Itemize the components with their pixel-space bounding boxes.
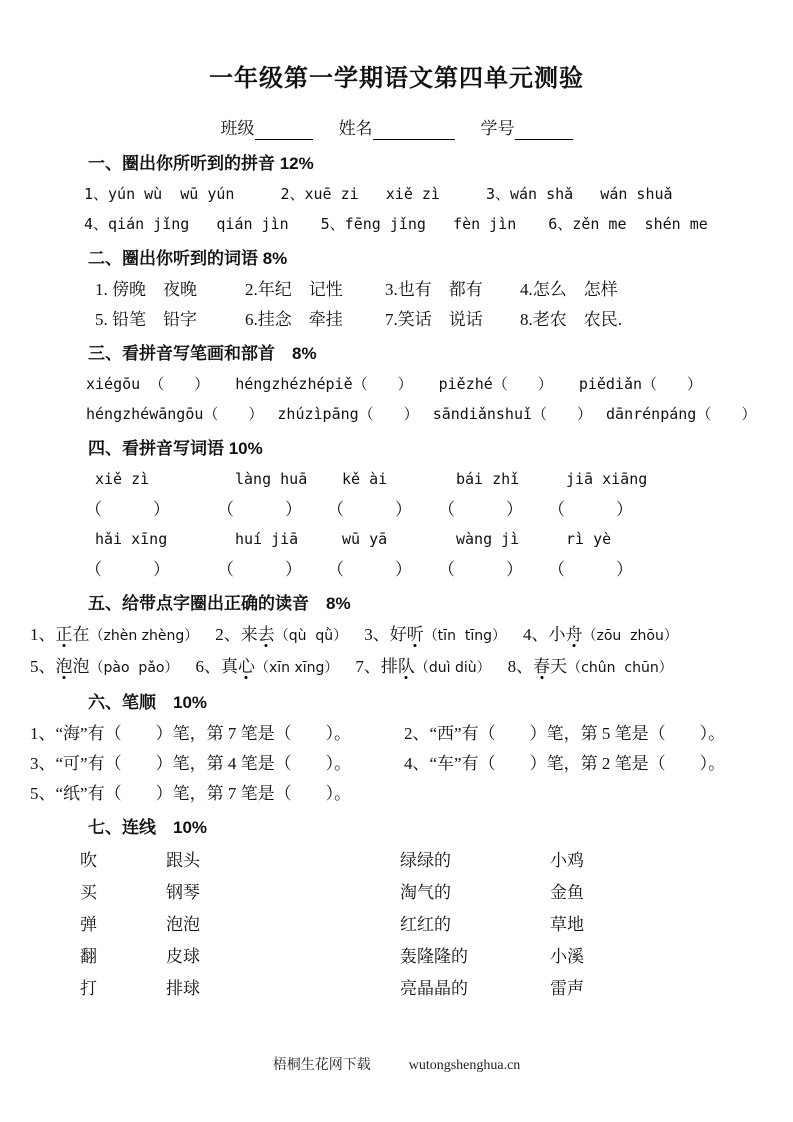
word-pair-item: 6.挂念 牵挂	[245, 310, 343, 329]
pinyin-item: 1、yún wù wū yún	[84, 185, 235, 203]
pinyin-word: hǎi xīng	[95, 530, 168, 548]
section-3-line-2	[86, 404, 793, 425]
section-4-heading: 四、看拼音写词语 10%	[88, 439, 263, 458]
name-label: 姓名	[338, 119, 373, 138]
dotted-char: 春	[533, 657, 551, 676]
pinyin-word: wū yā	[342, 530, 388, 548]
match-word: 泡泡	[166, 915, 200, 934]
stroke-pinyin-item: sāndiǎnshuǐ（ ）	[432, 405, 593, 423]
stroke-pinyin-item: héngzhéwāngōu（ ）	[86, 405, 264, 423]
stroke-count-item: 2、“西”有（ ）笔，第 5 笔是（ ）。	[404, 724, 726, 743]
section-3-heading: 三、看拼音写笔画和部首 8%	[88, 344, 317, 363]
match-word: 打	[80, 979, 97, 998]
id-label: 学号	[480, 119, 515, 138]
answer-parens: （ ）	[438, 500, 523, 519]
match-word: 亮晶晶的	[400, 979, 468, 998]
item-number: 1、	[30, 625, 56, 644]
word-pair-item: 2.年纪 记性	[245, 280, 343, 299]
match-word: 买	[80, 883, 97, 902]
reading-choice-item	[508, 656, 673, 679]
pinyin-item: 3、wán shǎ wán shuǎ	[485, 185, 673, 203]
stroke-pinyin-item: zhúzìpāng（ ）	[277, 405, 419, 423]
match-word: 淘气的	[400, 883, 451, 902]
item-number: 7、	[355, 657, 381, 676]
stroke-pinyin-item: héngzhézhépiě（ ）	[235, 375, 413, 393]
answer-parens: （ ）	[217, 560, 302, 579]
pinyin-word: wàng jì	[456, 530, 520, 548]
footer	[0, 1054, 793, 1074]
reading-choice-item	[30, 624, 198, 647]
item-number: 2、	[215, 625, 241, 644]
char: 小	[548, 625, 566, 644]
match-word: 小鸡	[550, 851, 584, 870]
stroke-count-item: 5、“纸”有（ ）笔，第 7 笔是（ ）。	[30, 784, 352, 803]
pinyin-word: jiā xiāng	[566, 470, 648, 488]
match-word: 翻	[80, 947, 97, 966]
dotted-char: 队	[397, 657, 415, 676]
reading-choice-item	[215, 624, 347, 647]
section-5-heading: 五、给带点字圈出正确的读音 8%	[88, 594, 351, 613]
match-word: 红红的	[400, 915, 451, 934]
char: 好	[389, 625, 407, 644]
dotted-char: 正	[55, 625, 73, 644]
word-pair-item: 8.老农 农民.	[520, 310, 622, 329]
item-number: 5、	[30, 657, 56, 676]
pinyin-word: huí jiā	[235, 530, 299, 548]
match-word: 跟头	[166, 851, 200, 870]
word-pair-item: 7.笑话 说话	[385, 310, 483, 329]
section-5-line-2	[30, 656, 793, 679]
pinyin-word: làng huā	[235, 470, 308, 488]
name-blank	[373, 122, 455, 140]
dotted-char: 心	[237, 657, 255, 676]
pinyin-item: 5、fēng jǐng fèn jìn	[320, 215, 517, 233]
stroke-count-item: 4、“车”有（ ）笔，第 2 笔是（ ）。	[404, 754, 726, 773]
item-number: 3、	[364, 625, 390, 644]
match-word: 绿绿的	[400, 851, 451, 870]
section-1-heading: 一、圈出你所听到的拼音 12%	[88, 154, 314, 173]
answer-parens: （ ）	[85, 500, 170, 519]
answer-parens: （ ）	[217, 500, 302, 519]
section-7-heading: 七、连线 10%	[88, 818, 208, 837]
pinyin-options: （qù qǜ）	[274, 628, 348, 644]
stroke-pinyin-item: piězhé（ ）	[438, 375, 553, 393]
pinyin-options: （chûn chūn）	[567, 660, 673, 676]
answer-parens: （ ）	[85, 560, 170, 579]
item-number: 4、	[522, 625, 549, 644]
reading-choice-item	[355, 656, 490, 679]
stroke-count-item: 1、“海”有（ ）笔，第 7 笔是（ ）。	[30, 724, 352, 743]
stroke-pinyin-item: dānrénpáng（ ）	[606, 405, 757, 423]
match-word: 草地	[550, 915, 584, 934]
answer-parens: （ ）	[548, 560, 633, 579]
section-4-pinyin-row-1	[95, 469, 793, 490]
char: 来	[240, 625, 258, 644]
section-4-pinyin-row-2	[95, 529, 793, 550]
match-word: 排球	[166, 979, 200, 998]
class-label: 班级	[220, 119, 255, 138]
match-word: 吹	[80, 851, 97, 870]
section-1-line-2	[84, 214, 793, 235]
section-4-answer-row-2	[85, 559, 793, 580]
section-2-line-2	[95, 309, 793, 330]
reading-choice-item	[364, 624, 506, 647]
matching-row	[80, 882, 793, 903]
dotted-char: 听	[406, 625, 424, 644]
answer-parens: （ ）	[327, 560, 412, 579]
char: 天	[550, 657, 568, 676]
reading-choice-item	[523, 624, 678, 647]
pinyin-item: 4、qián jǐng qián jìn	[84, 215, 289, 233]
match-word: 弹	[80, 915, 97, 934]
pinyin-options: （tīn tīng）	[423, 628, 506, 644]
section-5-line-1	[30, 624, 793, 647]
stroke-pinyin-item: xiégōu （ ）	[86, 375, 210, 393]
stroke-pinyin-item: piědiǎn（ ）	[578, 375, 703, 393]
id-blank	[515, 122, 573, 140]
pinyin-options: （duì diù）	[414, 660, 491, 676]
section-6-line-3	[30, 783, 793, 804]
char: 泡	[72, 657, 90, 676]
pinyin-options: （zhèn zhèng）	[89, 628, 199, 644]
matching-row	[80, 978, 793, 999]
matching-row	[80, 914, 793, 935]
dotted-char: 去	[257, 625, 275, 644]
char: 真	[220, 657, 238, 676]
page-title: 一年级第一学期语文第四单元测验	[209, 66, 584, 92]
site-name: 梧桐生花网下载	[272, 1058, 371, 1073]
section-6-line-2	[30, 753, 793, 774]
class-blank	[255, 122, 313, 140]
pinyin-word: xiě zì	[95, 470, 150, 488]
section-2-line-1	[95, 279, 793, 300]
pinyin-options: （xīn xīng）	[254, 660, 339, 676]
match-word: 雷声	[550, 979, 584, 998]
char: 在	[72, 625, 90, 644]
pinyin-word: bái zhǐ	[456, 470, 520, 488]
pinyin-options: （pào pǎo）	[89, 660, 179, 676]
pinyin-options: （zōu zhōu）	[582, 628, 678, 644]
item-number: 8、	[507, 657, 534, 676]
section-6-heading: 六、笔顺 10%	[88, 693, 208, 712]
answer-parens: （ ）	[327, 500, 412, 519]
word-pair-item: 1. 傍晚 夜晚	[95, 280, 197, 299]
section-6-line-1	[30, 723, 793, 744]
match-word: 金鱼	[550, 883, 584, 902]
section-2-heading: 二、圈出你听到的词语 8%	[88, 249, 288, 268]
site-url: wutongshenghua.cn	[408, 1058, 521, 1073]
stroke-count-item: 3、“可”有（ ）笔，第 4 笔是（ ）。	[30, 754, 352, 773]
word-pair-item: 5. 铅笔 铅字	[95, 310, 197, 329]
dotted-char: 泡	[55, 657, 73, 676]
matching-row	[80, 946, 793, 967]
match-word: 轰隆隆的	[400, 947, 468, 966]
pinyin-item: 6、zěn me shén me	[548, 215, 708, 233]
word-pair-item: 4.怎么 怎样	[520, 280, 618, 299]
word-pair-item: 3.也有 都有	[385, 280, 483, 299]
reading-choice-item	[30, 656, 178, 679]
student-info-line	[0, 118, 793, 140]
section-3-line-1	[86, 374, 793, 395]
match-word: 皮球	[166, 947, 200, 966]
section-4-answer-row-1	[85, 499, 793, 520]
reading-choice-item	[195, 656, 338, 679]
answer-parens: （ ）	[438, 560, 523, 579]
pinyin-item: 2、xuē zi xiě zì	[280, 185, 440, 203]
dotted-char: 舟	[565, 625, 583, 644]
char: 排	[380, 657, 398, 676]
pinyin-word: rì yè	[566, 530, 612, 548]
pinyin-word: kě ài	[342, 470, 388, 488]
item-number: 6、	[195, 657, 221, 676]
section-1-line-1	[84, 184, 793, 205]
answer-parens: （ ）	[548, 500, 633, 519]
match-word: 钢琴	[166, 883, 200, 902]
matching-row	[80, 850, 793, 871]
match-word: 小溪	[550, 947, 584, 966]
